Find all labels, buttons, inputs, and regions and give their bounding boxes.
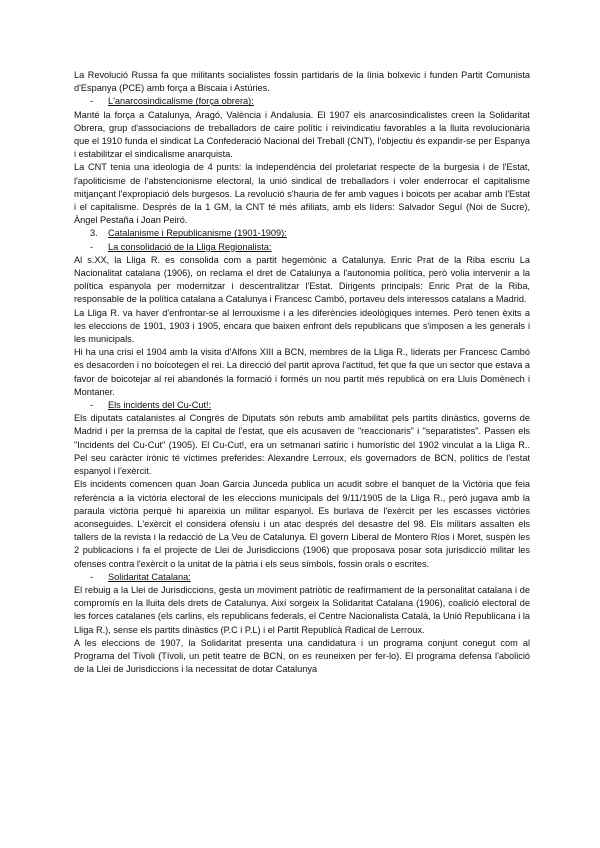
section-heading xyxy=(74,571,530,584)
paragraph: Manté la força a Catalunya, Aragó, València i Andalusia. El 1907 els anarcosindicalistes creen la Solidaritat Obrera, grup d'associacions de treballadors de caire polític i reivindicatiu favorables a la lluita revolucionària que el 1910 funda el sindicat La Confederació Nacional del Treball (CNT), l'objectiu és expandir-se per Espanya i estabilitzar el sindicalisme anarquista. xyxy=(74,109,530,160)
section-heading xyxy=(74,241,530,254)
bullet-marker: - xyxy=(90,96,94,107)
bullet-marker: - xyxy=(90,571,94,582)
heading-text: L'anarcosindicalisme (força obrera): xyxy=(108,96,254,107)
section-heading xyxy=(74,399,530,412)
heading-text: La consolidació de la Lliga Regionalista: xyxy=(108,241,272,252)
paragraph: Al s.XX, la Lliga R. es consolida com a partit hegemònic a Catalunya. Enric Prat de la Riba escriu La Nacionalitat catalana (1906), on reclama el dret de Catalunya a l'autonomia política, però volia intervenir a la política espanyola per modernitzar i descentralitzar l'Estat. Dirigents principals: Enric Prat de la Riba, responsable de la política catalana a Catalunya i Francesc Cambó, portaveu dels interessos catalans a Madrid. xyxy=(74,254,530,305)
bullet-marker: - xyxy=(90,400,94,411)
paragraph: Els diputats catalanistes al Congrés de Diputats són rebuts amb amabilitat pels partits dinàstics, governs de Madrid i per la premsa de la capital de l'estat, que els acusaven de "reaccionaris" i "separatistes". Passen els "Incidents del Cu-Cut" (1905). El Cu-Cut!, era un setmanari satíric i humorístic del 1902 vinculat a la Lliga R.. Pel seu caràcter irònic té víctimes preferides: Alexandre Lerroux, els governadors de BCN, polítics de l'estat espanyol i l'exèrcit. xyxy=(74,413,530,477)
paragraph: La Revolució Russa fa que militants socialistes fossin partidaris de la línia bolxevic i funden Partit Comunista d'Espanya (PCE) amb força a Biscaia i Astúries. xyxy=(74,70,530,94)
paragraph: Hi ha una crisi el 1904 amb la visita d'Alfons XIII a BCN, membres de la Lliga R., liderats per Francesc Cambó es desacorden i no boicotegen el rei. La direcció del partit aprova l'actitud, fet que fa que un sector que estava a favor de boicotejar al rei abandonés la formació i formés un nou partit més republicà on era Lluís Domènech i Montaner. xyxy=(74,347,530,397)
paragraph: El rebuig a la Llei de Jurisdiccions, gesta un moviment patriòtic de reafirmament de la personalitat catalana i de compromís en la lluita dels drets de Catalunya. Així sorgeix la Solidaritat Catalana (1906), coalició electoral de les forces catalanes (els carlins, els republicans federals, el Centre Nacionalista Català, la Unió Republicana i la Lliga R.), sense els partits dinàstics (P.C i P.L) i el Partit Republicà Radical de Lerroux. xyxy=(74,584,530,635)
numbered-heading xyxy=(74,227,530,240)
paragraph: La CNT tenia una ideologia de 4 punts: la independència del proletariat respecte de la burgesia i de l'Estat, l'apoliticisme de l'abstencionisme electoral, la unió sindical de treballadors i voler enderrocar el capitalisme mitjançant l'expropiació dels burgesos. La revolució s'hauria de fer amb vagues i boicots per acabar amb l'Estat i el capitalisme. Després de la 1 GM, la CNT té més afiliats, amb els líders: Salvador Seguí (Noi de Sucre), Àngel Pestaña i Joan Peiró. xyxy=(74,162,530,226)
paragraph: La Lliga R. va haver d'enfrontar-se al lerrouxisme i a les diferències ideològiques internes. Però tenen èxits a les eleccions de 1901, 1903 i 1905, encara que baixen enfront dels republicans que s'imposen a les generals i les municipals. xyxy=(74,307,530,345)
document-page xyxy=(74,69,530,676)
paragraph: A les eleccions de 1907, la Solidaritat presenta una candidatura i un programa conjunt conegut com al Programa del Tívoli (Tívoli, un petit teatre de BCN, on es reuneixen per fer-lo). El programa defensa l'abolició de la Llei de Jurisdiccions i la necessitat de dotar Catalunya xyxy=(74,637,530,675)
paragraph: Els incidents comencen quan Joan Garcia Junceda publica un acudit sobre el banquet de la Victòria que feia referència a la victòria electoral de les eleccions municipals del 9/11/1905 de la Lliga R., però jugava amb la paraula victòria perquè hi apareixia un militar espanyol. Es burlava de l'exèrcit per les escasses victòries aconseguides. L'exèrcit el considera ofensiu i un atac després del desastre del 98. Els militars assalten els tallers de la revista i la redacció de La Veu de Catalunya. El govern Liberal de Montero Ríos i Moret, suspèn les 2 publicacions i fa el projecte de Llei de Jurisdiccions (1906) que proposava posar sota jurisdicció militar les ofenses contra l'exèrcit o la unitat de la pàtria i els seus símbols, fossin orals o escrites. xyxy=(74,479,530,569)
heading-text: Els incidents del Cu-Cut!: xyxy=(108,400,212,411)
heading-text: Solidaritat Catalana: xyxy=(108,571,191,582)
section-heading xyxy=(74,95,530,108)
number-marker: 3. xyxy=(90,228,98,239)
bullet-marker: - xyxy=(90,241,94,252)
heading-text: Catalanisme i Republicanisme (1901-1909): xyxy=(108,228,287,239)
